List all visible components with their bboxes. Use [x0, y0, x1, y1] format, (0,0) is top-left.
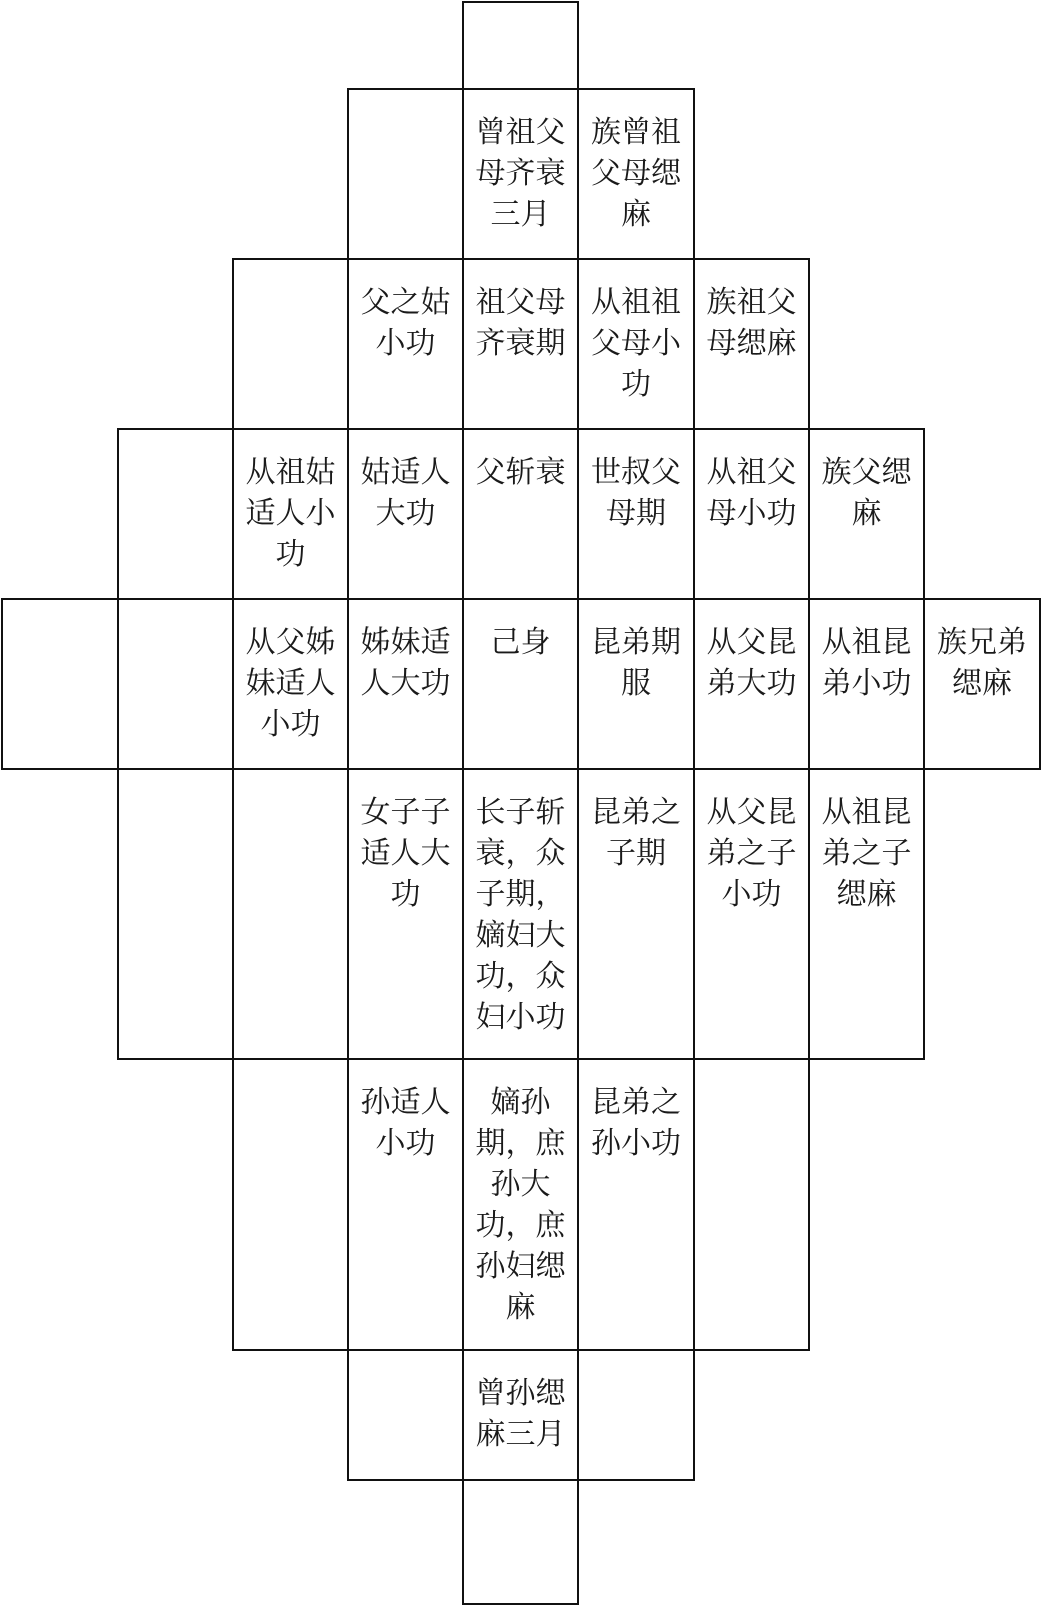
kinship-label: 从祖姑适人小功: [245, 455, 336, 572]
kinship-label: 昆弟之子期: [591, 795, 681, 871]
kinship-cell-r5-c1: [117, 768, 234, 1060]
kinship-cell-r4-c8: [923, 598, 1041, 770]
kinship-cell-r5-c4: [462, 768, 579, 1060]
kinship-cell-r5-c3: [347, 768, 464, 1060]
kinship-label: 父之姑小功: [360, 285, 451, 361]
kinship-cell-r5-c6: [693, 768, 810, 1060]
kinship-cell-r5-c2: [232, 768, 349, 1060]
kinship-cell-r2-c2: [232, 258, 349, 430]
kinship-cell-r3-c1: [117, 428, 234, 600]
kinship-label: 昆弟期服: [591, 625, 681, 701]
kinship-label: 从祖昆弟小功: [821, 625, 912, 701]
kinship-label: 父斩衰: [475, 455, 566, 490]
kinship-label: 己身: [490, 625, 551, 660]
kinship-label: 昆弟之孙小功: [591, 1085, 681, 1161]
kinship-cell-r4-c0: [1, 598, 119, 770]
kinship-label: 从父昆弟之子小功: [706, 795, 797, 912]
kinship-label: 孙适人小功: [360, 1085, 451, 1161]
kinship-label: 长子斩衰，众子期，嫡妇大功，众妇小功: [475, 795, 566, 1035]
kinship-label: 族祖父母缌麻: [706, 285, 797, 361]
kinship-label: 世叔父母期: [591, 455, 681, 531]
kinship-cell-r4-c4: [462, 598, 579, 770]
kinship-cell-r3-c7: [808, 428, 925, 600]
kinship-cell-r3-c5: [577, 428, 695, 600]
kinship-cell-r4-c7: [808, 598, 925, 770]
kinship-cell-r4-c6: [693, 598, 810, 770]
kinship-cell-r1-c3: [347, 88, 464, 260]
kinship-label: 嫡孙期，庶孙大功，庶孙妇缌麻: [475, 1085, 566, 1325]
kinship-label: 族曾祖父母缌麻: [591, 115, 681, 232]
kinship-cell-r4-c3: [347, 598, 464, 770]
kinship-cell-r4-c1: [117, 598, 234, 770]
kinship-cell-r3-c2: [232, 428, 349, 600]
kinship-cell-r6-c5: [577, 1058, 695, 1351]
kinship-label: 从祖父母小功: [706, 455, 797, 531]
kinship-cell-r7-c5: [577, 1349, 695, 1481]
kinship-cell-r2-c6: [693, 258, 810, 430]
kinship-cell-r4-c5: [577, 598, 695, 770]
kinship-cell-r3-c6: [693, 428, 810, 600]
kinship-cell-r1-c4: [462, 88, 579, 260]
kinship-cell-r6-c6: [693, 1058, 810, 1351]
kinship-label: 从祖祖父母小功: [591, 285, 681, 402]
kinship-cell-r0-c4: [462, 1, 579, 90]
kinship-label: 姑适人大功: [360, 455, 451, 531]
kinship-cell-r6-c4: [462, 1058, 579, 1351]
kinship-cell-r1-c5: [577, 88, 695, 260]
kinship-cell-r2-c4: [462, 258, 579, 430]
kinship-cell-r3-c4: [462, 428, 579, 600]
kinship-label: 族父缌麻: [821, 455, 912, 531]
kinship-cell-r6-c2: [232, 1058, 349, 1351]
kinship-cell-r5-c5: [577, 768, 695, 1060]
kinship-cell-r6-c3: [347, 1058, 464, 1351]
kinship-label: 从父姊妹适人小功: [245, 625, 336, 742]
kinship-cell-r5-c7: [808, 768, 925, 1060]
kinship-cell-r8-c4: [462, 1479, 579, 1605]
kinship-cell-r7-c3: [347, 1349, 464, 1481]
kinship-label: 从父昆弟大功: [706, 625, 797, 701]
kinship-label: 祖父母齐衰期: [475, 285, 566, 361]
kinship-label: 曾祖父母齐衰三月: [475, 115, 566, 232]
kinship-label: 曾孙缌麻三月: [475, 1376, 566, 1452]
kinship-label: 从祖昆弟之子缌麻: [821, 795, 912, 912]
kinship-label: 姊妹适人大功: [360, 625, 451, 701]
kinship-cell-r2-c3: [347, 258, 464, 430]
kinship-label: 女子子适人大功: [360, 795, 451, 912]
kinship-cell-r3-c3: [347, 428, 464, 600]
kinship-cell-r2-c5: [577, 258, 695, 430]
kinship-cell-r7-c4: [462, 1349, 579, 1481]
kinship-cell-r4-c2: [232, 598, 349, 770]
kinship-label: 族兄弟缌麻: [937, 625, 1027, 701]
